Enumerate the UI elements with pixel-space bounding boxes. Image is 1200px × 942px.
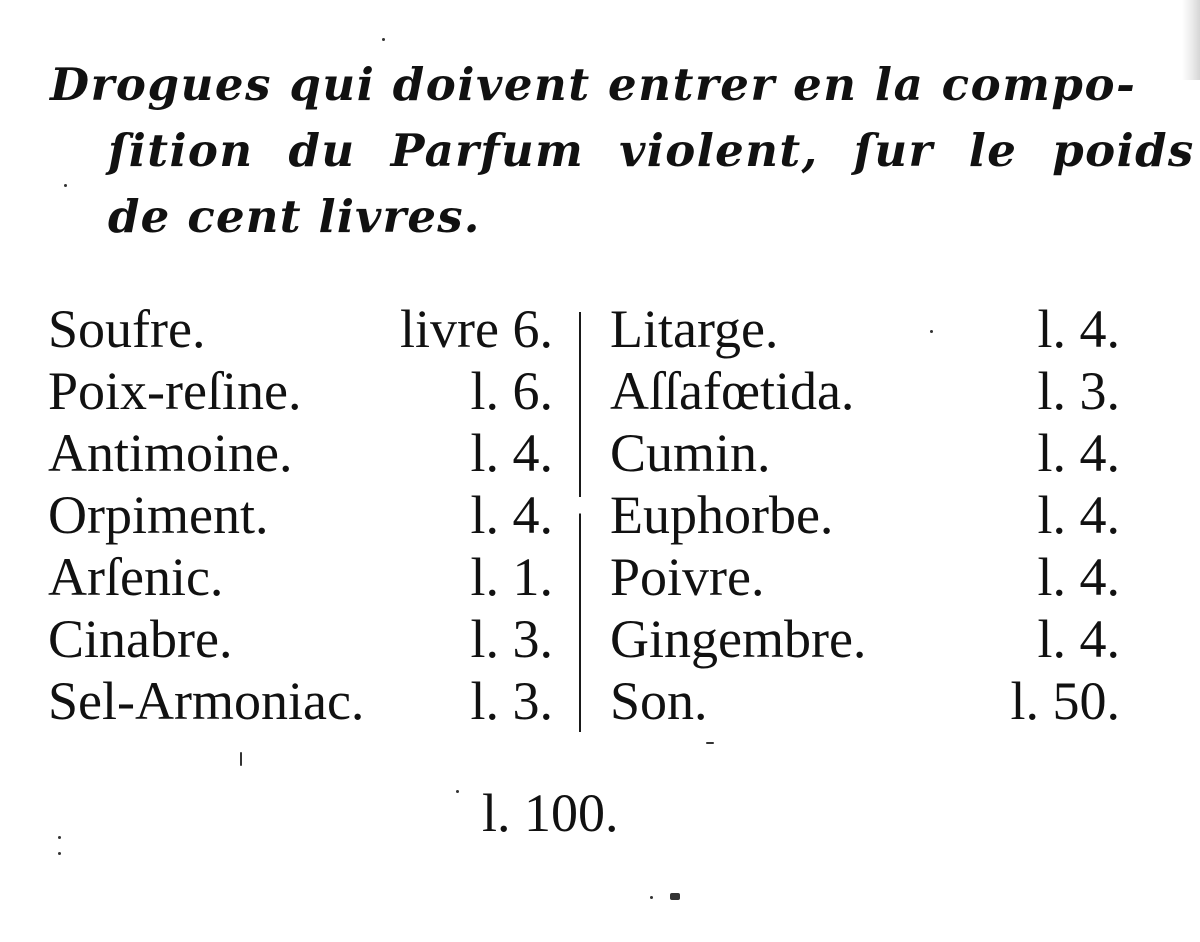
ingredient-name: Orpiment. — [48, 485, 269, 545]
recipe-heading — [50, 52, 1195, 250]
ingredient-quantity: l. 1. — [470, 547, 553, 607]
ingredient-name: Aſſafœtida. — [610, 361, 855, 421]
ingredient-name: Poivre. — [610, 547, 765, 607]
table-row — [610, 608, 1120, 670]
print-speck — [58, 836, 61, 839]
ingredient-name: Cinabre. — [48, 609, 233, 669]
table-row — [48, 298, 553, 360]
ingredient-name: Euphorbe. — [610, 485, 834, 545]
ingredient-name: Cumin. — [610, 423, 771, 483]
print-speck — [64, 184, 67, 187]
print-speck — [240, 752, 242, 766]
ingredient-name: Arſenic. — [48, 547, 224, 607]
column-divider — [579, 312, 581, 732]
ingredient-quantity: l. 4. — [1037, 423, 1120, 483]
print-speck — [650, 896, 653, 899]
print-speck — [670, 893, 680, 900]
ingredient-quantity: l. 4. — [1037, 547, 1120, 607]
ingredient-name: Litarge. — [610, 299, 779, 359]
ingredient-quantity: l. 3. — [470, 671, 553, 731]
ingredient-name: Son. — [610, 671, 708, 731]
ingredients-column-right — [610, 298, 1120, 732]
table-row — [48, 360, 553, 422]
print-speck — [58, 852, 61, 855]
ingredient-quantity: l. 4. — [1037, 609, 1120, 669]
table-row — [48, 484, 553, 546]
print-speck — [706, 742, 714, 744]
ingredient-quantity: l. 4. — [470, 485, 553, 545]
heading-line-1: Drogues qui doivent entrer en la compo- — [50, 58, 1137, 111]
ingredients-table — [48, 298, 1128, 731]
table-row — [610, 360, 1120, 422]
print-speck — [930, 330, 933, 333]
ingredient-quantity: livre 6. — [400, 299, 553, 359]
ingredients-column-left — [48, 298, 553, 732]
table-row — [48, 422, 553, 484]
table-row — [610, 546, 1120, 608]
print-speck — [382, 38, 385, 41]
ingredient-quantity: l. 4. — [470, 423, 553, 483]
table-row — [48, 546, 553, 608]
ingredient-quantity: l. 50. — [1010, 671, 1120, 731]
table-row — [610, 670, 1120, 732]
table-row — [48, 670, 553, 732]
table-row — [610, 298, 1120, 360]
heading-line-2: ſition du Parfum violent, ſur le poids — [108, 124, 1195, 177]
total-weight: l. 100. — [482, 783, 619, 843]
ingredient-quantity: l. 3. — [1037, 361, 1120, 421]
table-row — [48, 608, 553, 670]
ingredient-quantity: l. 3. — [470, 609, 553, 669]
ingredient-name: Antimoine. — [48, 423, 293, 483]
ingredient-name: Sel-Armoniac. — [48, 671, 365, 731]
page-edge-shadow — [1182, 0, 1200, 80]
ingredient-name: Soufre. — [48, 299, 206, 359]
ingredient-name: Gingembre. — [610, 609, 867, 669]
table-row — [610, 484, 1120, 546]
print-speck — [456, 790, 459, 793]
ingredient-quantity: l. 6. — [470, 361, 553, 421]
table-row — [610, 422, 1120, 484]
ingredient-name: Poix-reſine. — [48, 361, 302, 421]
ingredient-quantity: l. 4. — [1037, 299, 1120, 359]
heading-line-3: de cent livres. — [108, 190, 481, 243]
ingredient-quantity: l. 4. — [1037, 485, 1120, 545]
